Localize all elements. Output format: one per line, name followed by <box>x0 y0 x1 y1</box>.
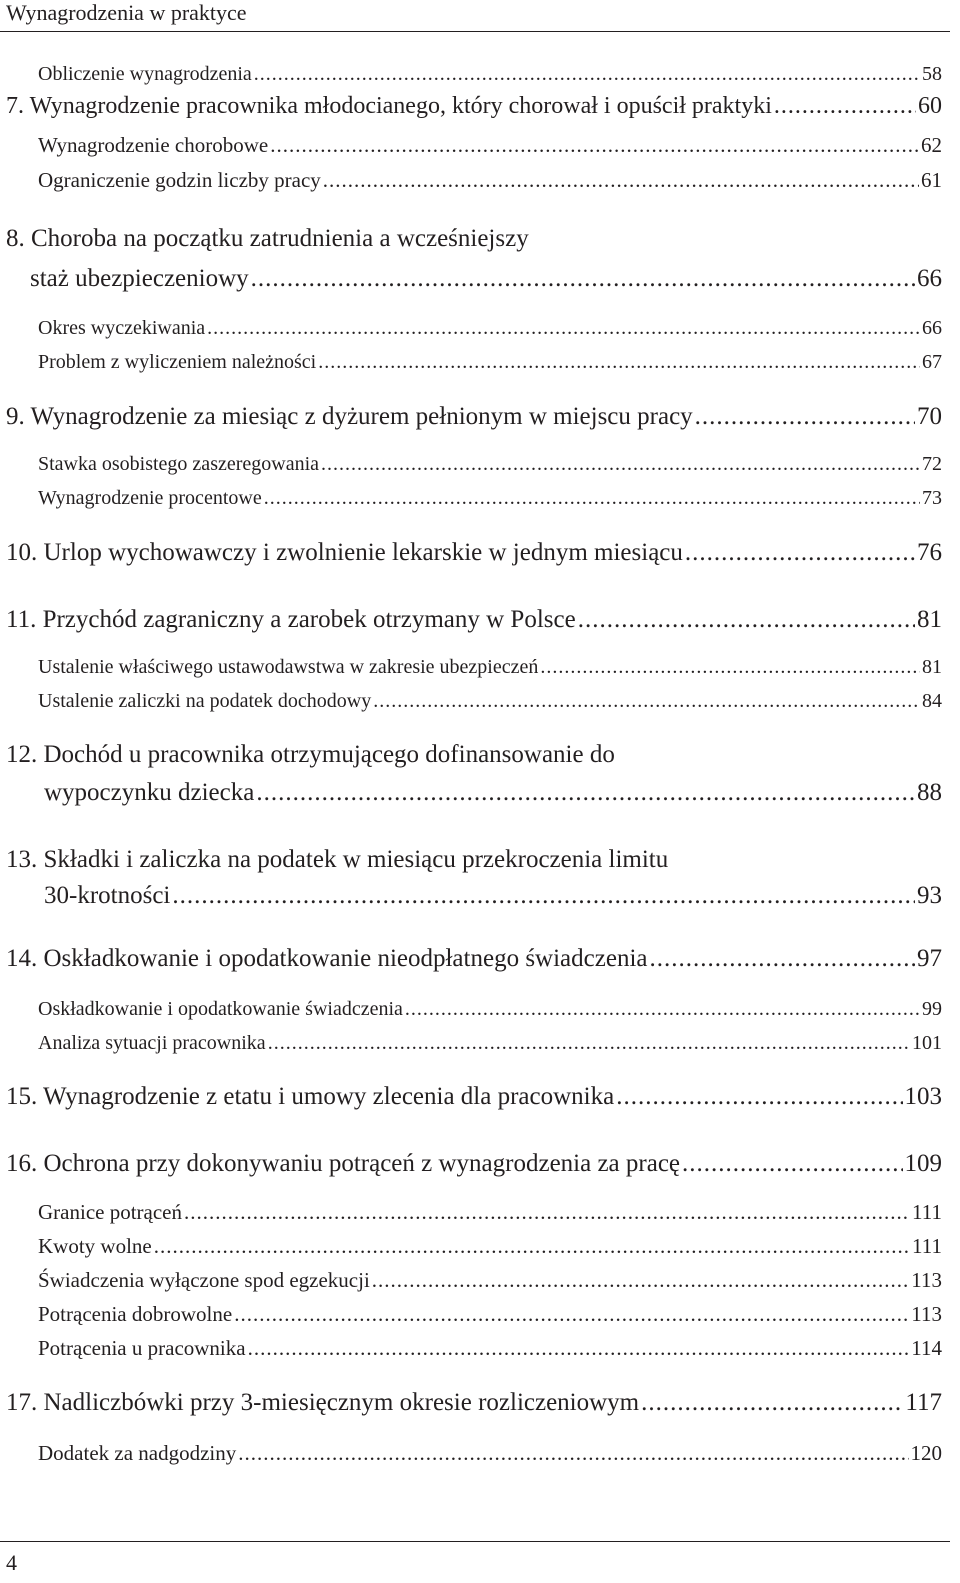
leader-dots <box>616 1082 902 1112</box>
leader-dots <box>248 1336 910 1360</box>
toc-entry-page: 70 <box>917 403 942 430</box>
toc-entry-page: 60 <box>918 93 942 119</box>
toc-entry-page: 111 <box>912 1234 942 1258</box>
toc-entry[interactable] <box>38 133 942 157</box>
leader-dots <box>578 605 915 635</box>
toc-entry-page: 103 <box>904 1083 942 1110</box>
toc-entry-page: 58 <box>922 63 942 85</box>
leader-dots <box>540 655 920 679</box>
toc-entry-page: 66 <box>922 317 942 339</box>
toc-entry-title: Kwoty wolne <box>38 1234 152 1258</box>
toc-entry-page: 67 <box>922 351 942 373</box>
toc-entry[interactable] <box>6 538 942 568</box>
toc-entry-page: 93 <box>917 882 942 909</box>
toc-entry[interactable] <box>38 655 942 679</box>
toc-entry[interactable] <box>6 91 942 121</box>
toc-entry-title: Oskładkowanie i opodatkowanie świadczenia <box>38 998 403 1020</box>
toc-entry[interactable] <box>38 1200 942 1224</box>
toc-entry-title-line1[interactable]: 12. Dochód u pracownika otrzymującego dofinansowanie do <box>6 741 615 768</box>
toc-entry[interactable] <box>38 1302 942 1326</box>
toc-entry-title: Analiza sytuacji pracownika <box>38 1032 266 1054</box>
toc-entry-page: 72 <box>922 453 942 475</box>
toc-entry[interactable] <box>38 168 942 192</box>
toc-entry-page: 61 <box>921 168 942 192</box>
leader-dots <box>405 997 920 1021</box>
leader-dots <box>234 1302 909 1326</box>
leader-dots <box>268 1031 910 1055</box>
toc-entry-page: 84 <box>922 690 942 712</box>
leader-dots <box>682 1149 902 1179</box>
leader-dots <box>270 133 919 157</box>
leader-dots <box>318 350 920 374</box>
toc-entry-page: 101 <box>912 1032 942 1054</box>
page-number: 4 <box>6 1550 17 1575</box>
leader-dots <box>774 91 916 121</box>
leader-dots <box>254 62 920 86</box>
leader-dots <box>323 168 919 192</box>
toc-entry[interactable] <box>6 1388 942 1418</box>
leader-dots <box>154 1234 910 1258</box>
toc-entry[interactable] <box>38 316 942 340</box>
toc-entry-title: 11. Przychód zagraniczny a zarobek otrzymany w Polsce <box>6 606 576 633</box>
toc-entry[interactable] <box>38 997 942 1021</box>
toc-entry-title: 10. Urlop wychowawczy i zwolnienie lekarskie w jednym miesiącu <box>6 539 683 566</box>
toc-entry-title: Ustalenie zaliczki na podatek dochodowy <box>38 690 372 712</box>
toc-entry-title: Stawka osobistego zaszeregowania <box>38 453 320 475</box>
toc-entry[interactable] <box>38 62 942 86</box>
leader-dots <box>649 944 915 974</box>
toc-entry-title: 30-krotności <box>44 882 171 909</box>
toc-entry-page: 62 <box>921 133 942 157</box>
leader-dots <box>264 486 920 510</box>
toc-entry-title: 9. Wynagrodzenie za miesiąc z dyżurem pełnionym w miejscu pracy <box>6 403 693 430</box>
toc-entry-page: 76 <box>917 539 942 566</box>
toc-entry-title: Potrącenia u pracownika <box>38 1336 246 1360</box>
toc-entry[interactable] <box>38 1031 942 1055</box>
toc-entry-page: 117 <box>905 1389 942 1416</box>
leader-dots <box>238 1441 908 1465</box>
toc-entry[interactable] <box>44 778 942 808</box>
toc-entry-page: 113 <box>911 1268 942 1292</box>
leader-dots <box>373 689 920 713</box>
toc-entry[interactable] <box>6 944 942 974</box>
toc-entry-title: Okres wyczekiwania <box>38 317 206 339</box>
toc-entry-title: Obliczenie wynagrodzenia <box>38 63 252 85</box>
toc-entry-page: 88 <box>917 779 942 806</box>
toc-entry-page: 114 <box>911 1336 942 1360</box>
toc-entry-title: 14. Oskładkowanie i opodatkowanie nieodpłatnego świadczenia <box>6 945 648 972</box>
toc-entry-page: 81 <box>922 656 942 678</box>
leader-dots <box>172 881 915 911</box>
toc-entry[interactable] <box>44 881 942 911</box>
toc-entry-title: Wynagrodzenie procentowe <box>38 487 262 509</box>
leader-dots <box>184 1200 910 1224</box>
toc-entry[interactable] <box>30 264 942 294</box>
toc-entry[interactable] <box>6 1082 942 1112</box>
toc-entry[interactable] <box>38 486 942 510</box>
toc-entry-title: 15. Wynagrodzenie z etatu i umowy zlecenia dla pracownika <box>6 1083 615 1110</box>
toc-entry-page: 81 <box>917 606 942 633</box>
toc-entry[interactable] <box>38 1336 942 1360</box>
toc-entry[interactable] <box>6 402 942 432</box>
leader-dots <box>207 316 920 340</box>
toc-entry-page: 113 <box>911 1302 942 1326</box>
toc-entry-title: 7. Wynagrodzenie pracownika młodocianego, który chorował i opuścił praktyki <box>6 93 772 119</box>
toc-entry-title: Potrącenia dobrowolne <box>38 1302 233 1326</box>
toc-entry-title: 17. Nadliczbówki przy 3-miesięcznym okresie rozliczeniowym <box>6 1389 640 1416</box>
footer-rule <box>0 1541 950 1542</box>
leader-dots <box>685 538 915 568</box>
toc-entry-title: staż ubezpieczeniowy <box>30 265 249 292</box>
toc-entry[interactable] <box>6 1149 942 1179</box>
toc-entry-title: Wynagrodzenie chorobowe <box>38 133 269 157</box>
toc-entry-title: Dodatek za nadgodziny <box>38 1441 237 1465</box>
toc-entry-page: 120 <box>910 1441 942 1465</box>
toc-entry-page: 99 <box>922 998 942 1020</box>
header-rule <box>0 31 950 32</box>
toc-entry-page: 73 <box>922 487 942 509</box>
toc-entry-page: 109 <box>904 1150 942 1177</box>
running-head: Wynagrodzenia w praktyce <box>6 0 247 25</box>
toc-entry-title: Problem z wyliczeniem należności <box>38 351 317 373</box>
leader-dots <box>641 1388 903 1418</box>
toc-entry-title-line1[interactable]: 13. Składki i zaliczka na podatek w miesiącu przekroczenia limitu <box>6 846 669 873</box>
toc-entry[interactable] <box>38 1268 942 1292</box>
toc-entry-title: wypoczynku dziecka <box>44 779 255 806</box>
toc-entry[interactable] <box>38 689 942 713</box>
leader-dots <box>256 778 915 808</box>
toc-entry[interactable] <box>38 1234 942 1258</box>
toc-entry-page: 111 <box>912 1200 942 1224</box>
leader-dots <box>251 264 915 294</box>
toc-entry-title: 16. Ochrona przy dokonywaniu potrąceń z wynagrodzenia za pracę <box>6 1150 681 1177</box>
toc-entry-title-line1[interactable]: 8. Choroba na początku zatrudnienia a wcześniejszy <box>6 225 529 252</box>
leader-dots <box>372 1268 909 1292</box>
toc-entry[interactable] <box>38 452 942 476</box>
toc-entry[interactable] <box>6 605 942 635</box>
toc-entry-title: Świadczenia wyłączone spod egzekucji <box>38 1268 370 1292</box>
toc-entry[interactable] <box>38 350 942 374</box>
toc-entry-page: 66 <box>917 265 942 292</box>
toc-entry[interactable] <box>38 1441 942 1465</box>
toc-entry-page: 97 <box>917 945 942 972</box>
toc-entry-title: Ustalenie właściwego ustawodawstwa w zakresie ubezpieczeń <box>38 656 539 678</box>
leader-dots <box>695 402 915 432</box>
toc-entry-title: Granice potrąceń <box>38 1200 182 1224</box>
toc-entry-title: Ograniczenie godzin liczby pracy <box>38 168 321 192</box>
leader-dots <box>321 452 920 476</box>
